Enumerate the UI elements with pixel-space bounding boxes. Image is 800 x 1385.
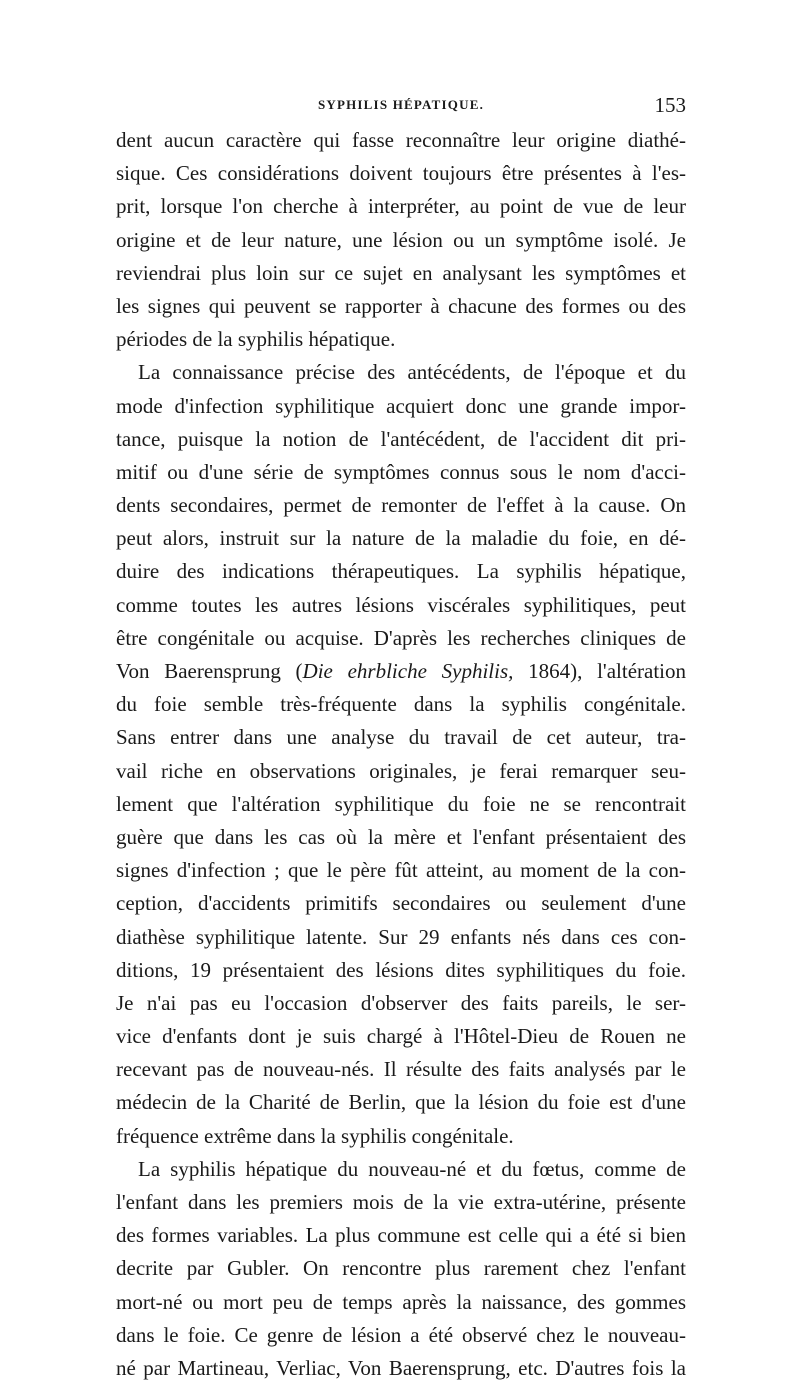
text-line: mort-né ou mort peu de temps après la naissance, des gommes xyxy=(116,1289,686,1314)
citation-prefix: Von Baerensprung ( xyxy=(116,659,303,683)
text-line: vail riche en observations originales, je ferai remarquer seu- xyxy=(116,758,686,783)
text-line: decrite par Gubler. On rencontre plus rarement chez l'enfant xyxy=(116,1256,686,1281)
text-line: dents secondaires, permet de remonter de l'effet à la cause. On xyxy=(116,493,686,518)
text-line: périodes de la syphilis hépatique. xyxy=(116,327,396,352)
text-line: mitif ou d'une série de symptômes connus sous le nom d'acci- xyxy=(116,459,686,484)
text-line: vice d'enfants dont je suis chargé à l'Hôtel-Dieu de Rouen ne xyxy=(116,1024,686,1049)
text-line: dans le foie. Ce genre de lésion a été observé chez le nouveau- xyxy=(116,1322,686,1347)
text-line: guère que dans les cas où la mère et l'enfant présentaient des xyxy=(116,824,686,849)
citation-suffix: 1864), l'altération xyxy=(513,659,687,683)
paragraph-start-line: La connaissance précise des antécédents, de l'époque et du xyxy=(138,360,686,385)
text-line: reviendrai plus loin sur ce sujet en analysant les symptômes et xyxy=(116,260,686,285)
text-line: duire des indications thérapeutiques. La syphilis hépatique, xyxy=(116,559,686,584)
text-line: médecin de la Charité de Berlin, que la lésion du foie est d'une xyxy=(116,1090,686,1115)
text-line: fréquence extrême dans la syphilis congénitale. xyxy=(116,1123,514,1148)
text-line: dent aucun caractère qui fasse reconnaître leur origine diathé- xyxy=(116,128,686,152)
text-line: peut alors, instruit sur la nature de la maladie du foie, en dé- xyxy=(116,526,686,551)
text-line: diathèse syphilitique latente. Sur 29 enfants nés dans ces con- xyxy=(116,924,686,949)
paragraph-start-line: La syphilis hépatique du nouveau-né et du fœtus, comme de xyxy=(138,1156,686,1181)
text-line: prit, lorsque l'on cherche à interpréter, au point de vue de leur xyxy=(116,194,686,219)
text-line: tance, puisque la notion de l'antécédent, de l'accident dit pri- xyxy=(116,426,686,451)
running-title: SYPHILIS HÉPATIQUE. xyxy=(317,97,485,112)
text-line: les signes qui peuvent se rapporter à chacune des formes ou des xyxy=(116,293,686,318)
text-line: origine et de leur nature, une lésion ou un symptôme isolé. Je xyxy=(116,227,686,252)
text-line: sique. Ces considérations doivent toujours être présentes à l'es- xyxy=(116,161,686,186)
text-line: recevant pas de nouveau-nés. Il résulte des faits analysés par le xyxy=(116,1057,686,1082)
text-line: ception, d'accidents primitifs secondaires ou seulement d'une xyxy=(116,891,686,916)
page-number: 153 xyxy=(654,93,686,117)
text-line: comme toutes les autres lésions viscérales syphilitiques, peut xyxy=(116,592,686,617)
text-line: Je n'ai pas eu l'occasion d'observer des faits pareils, le ser- xyxy=(116,990,686,1015)
text-line: signes d'infection ; que le père fût atteint, au moment de la con- xyxy=(116,858,686,883)
text-line: du foie semble très-fréquente dans la syphilis congénitale. xyxy=(116,692,686,717)
book-title-italic: Die ehrbliche Syphilis, xyxy=(302,659,514,683)
text-line: des formes variables. La plus commune est celle qui a été si bien xyxy=(116,1223,686,1248)
body-text xyxy=(116,124,686,1385)
text-line: né par Martineau, Verliac, Von Baerensprung, etc. D'autres fois la xyxy=(116,1355,686,1380)
text-line-with-citation xyxy=(116,655,686,688)
text-line: mode d'infection syphilitique acquiert donc une grande impor- xyxy=(116,393,686,418)
text-line: être congénitale ou acquise. D'après les recherches cliniques de xyxy=(116,625,686,650)
text-line: lement que l'altération syphilitique du foie ne se rencontrait xyxy=(116,791,686,816)
running-header xyxy=(116,93,686,119)
text-line: Sans entrer dans une analyse du travail de cet auteur, tra- xyxy=(116,725,686,750)
text-line: ditions, 19 présentaient des lésions dites syphilitiques du foie. xyxy=(116,957,686,982)
text-line: l'enfant dans les premiers mois de la vie extra-utérine, présente xyxy=(116,1190,686,1214)
